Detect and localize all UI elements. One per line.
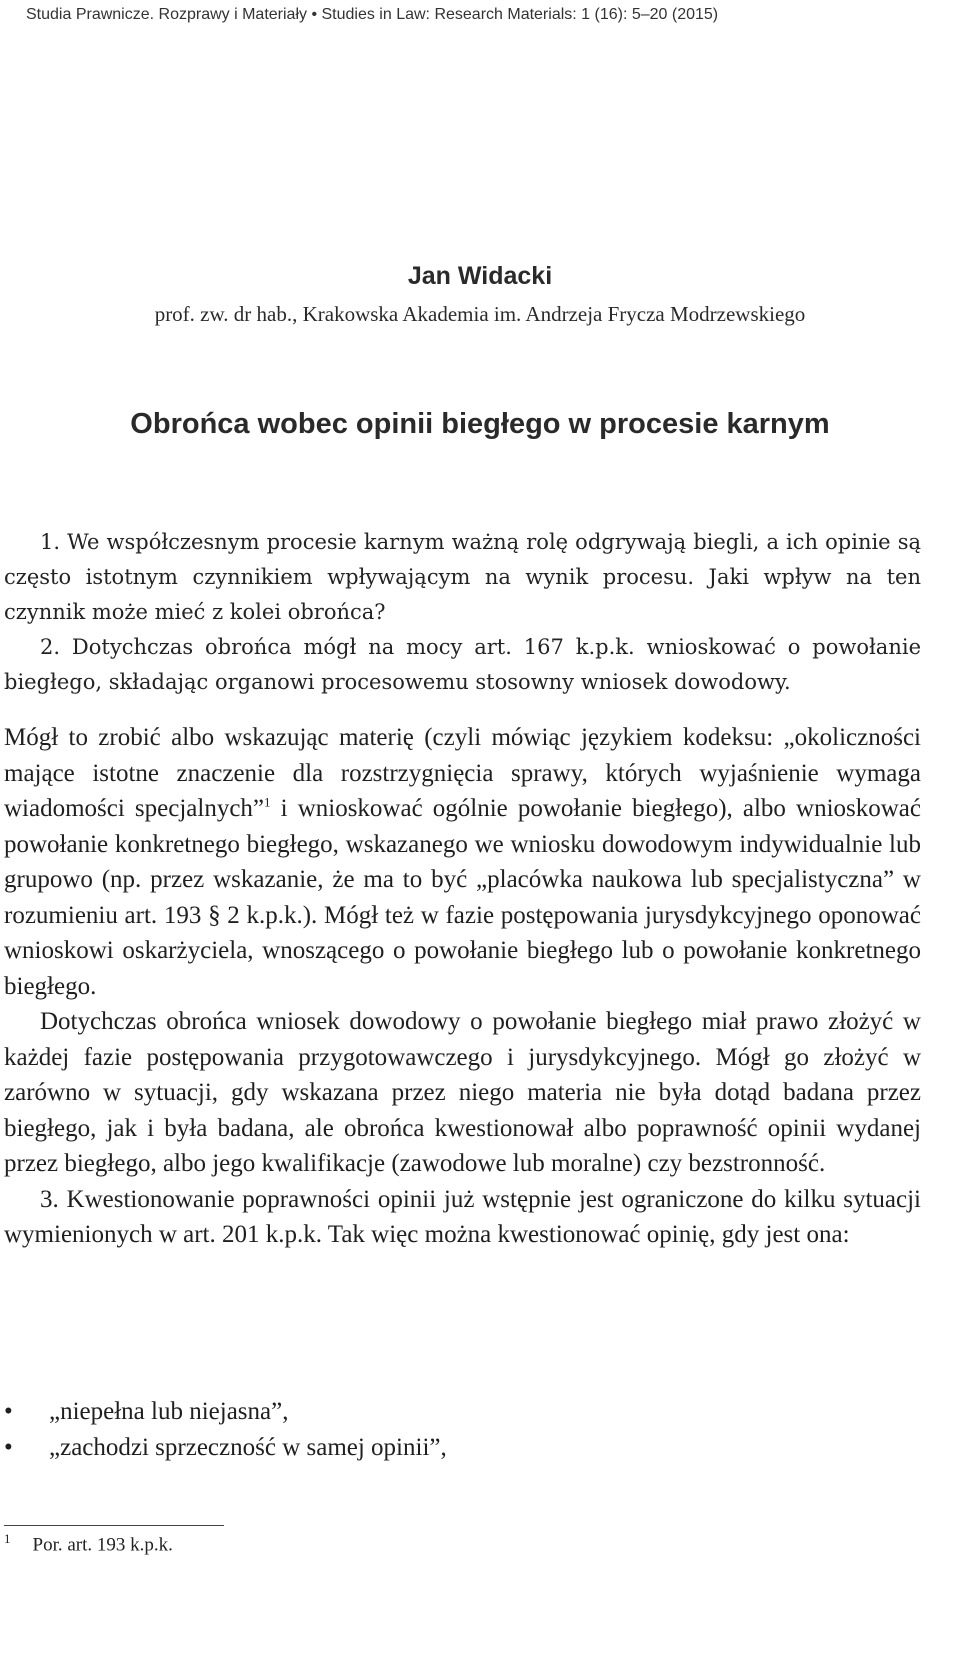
bullet-icon: • (4, 1398, 13, 1425)
paper-title: Obrońca wobec opinii biegłego w procesie karnym (130, 408, 830, 440)
journal-running-header: Studia Prawnicze. Rozprawy i Materiały • Studies in Law: Research Materials: 1 (16): 5–20 (2015) (26, 6, 719, 23)
footnote-mark: 1 (4, 1531, 11, 1546)
footnote-ref-1[interactable]: 1 (264, 794, 271, 810)
paragraph-4: 3. Kwestionowanie poprawności opinii już wstępnie jest ograniczone do kilku sytuacji wymienionych w art. 201 k.p.k. Tak więc można kwestionować opinię, gdy jest ona: (4, 1185, 921, 1248)
body-section-1 (4, 525, 921, 700)
paragraph-2-lead: 2. Dotychczas obrońca mógł na mocy art. 167 k.p.k. wnioskować o powołanie biegłego, składając organowi procesowemu stosowny wniosek dowodowy. (4, 635, 921, 694)
paragraph-2-text-b: i wnioskować ogólnie powołanie biegłego), albo wnioskować powołanie konkretnego biegłego, wskazanego we wniosku dowodowym indywidualnie lub grupowo (np. przez wskazanie, że ma to być „placówka naukowa lub specjalistyczna” w rozumieniu art. 193 § 2 k.p.k.). Mógł też w fazie postępowania jurysdykcyjnego oponować wnioskowi oskarżyciela, wnoszącego o powołanie biegłego lub o powołanie konkretnego biegłego. (4, 795, 921, 1000)
list-item: • „niepełna lub niejasna”, (4, 1394, 921, 1430)
author-name: Jan Widacki (407, 262, 553, 290)
author-affiliation: prof. zw. dr hab., Krakowska Akademia im. Andrzeja Frycza Modrzewskiego (154, 302, 806, 326)
paragraph-3: Dotychczas obrońca wniosek dowodowy o powołanie biegłego miał prawo złożyć w każdej fazie postępowania przygotowawczego i jurysdykcyjnego. Mógł go złożyć w zarówno w sytuacji, gdy wskazana przez niego materia nie była dotąd badana przez biegłego, jak i była badana, ale obrońca kwestionował albo poprawność opinii wydanej przez biegłego, albo jego kwalifikacje (zawodowe lub moralne) czy bezstronność. (4, 1008, 921, 1177)
paragraph-2-text-a: Mógł to zrobić albo wskazując materię (czyli mówiąc językiem kodeksu: „okoliczności mające istotne znaczenie dla rozstrzygnięcia sprawy, których wyjaśnienie wymaga wiadomości specjalnych” (4, 724, 921, 822)
bullet-icon: • (4, 1433, 13, 1461)
body-section-2 (4, 720, 921, 1253)
paragraph-1: 1. We współczesnym procesie karnym ważną rolę odgrywają biegli, a ich opinie są często istotnym czynnikiem wpływającym na wynik procesu. Jaki wpływ na ten czynnik może mieć z kolei obrońca? (4, 530, 921, 624)
footnote-divider (4, 1525, 224, 1526)
criteria-list (4, 1394, 921, 1465)
footnote-text: Por. art. 193 k.p.k. (32, 1534, 173, 1556)
list-item: • „zachodzi sprzeczność w samej opinii”, (4, 1430, 921, 1466)
paragraph-2-cont (4, 720, 921, 1004)
footnote-1 (4, 1531, 173, 1556)
